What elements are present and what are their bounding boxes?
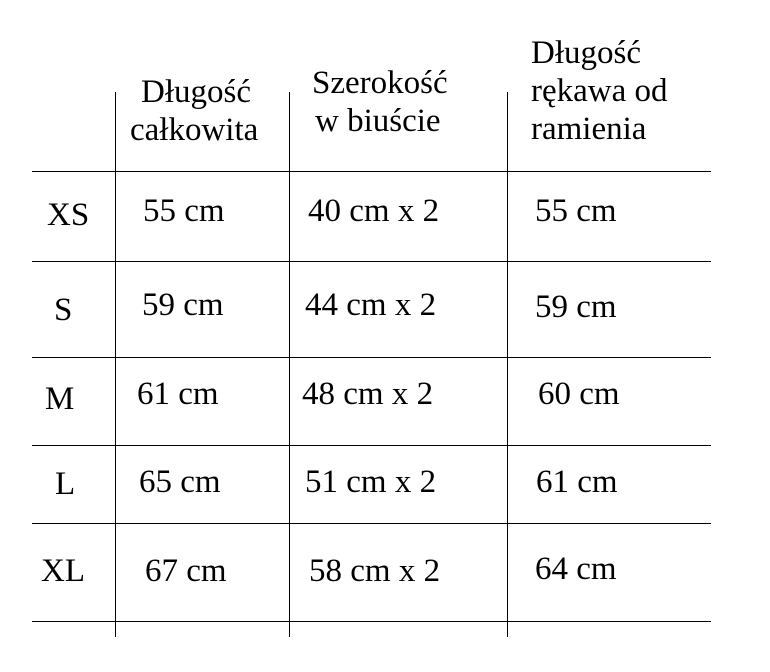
row-divider	[32, 261, 711, 262]
row-divider	[32, 357, 711, 358]
header-line: Długość	[141, 74, 251, 110]
row-divider	[32, 621, 711, 622]
column-divider	[507, 92, 508, 637]
header-line: ramienia	[531, 111, 647, 147]
sleeve-value: 59 cm	[535, 289, 617, 325]
size-label: L	[55, 466, 76, 502]
size-label: XS	[47, 197, 90, 233]
header-bust-width	[312, 64, 448, 140]
header-line: rękawa od	[531, 73, 668, 109]
length-value: 61 cm	[137, 376, 219, 412]
length-value: 59 cm	[142, 287, 224, 323]
row-divider	[32, 445, 711, 446]
length-value: 67 cm	[145, 553, 227, 589]
width-value: 51 cm x 2	[305, 464, 437, 500]
width-value: 44 cm x 2	[305, 287, 437, 323]
length-value: 55 cm	[143, 193, 225, 229]
size-label: XL	[41, 553, 85, 589]
header-line: w biuście	[315, 103, 441, 139]
width-value: 40 cm x 2	[308, 193, 440, 229]
sleeve-value: 64 cm	[535, 551, 617, 587]
header-sleeve-length	[531, 34, 668, 148]
width-value: 58 cm x 2	[309, 553, 441, 589]
size-label: M	[45, 381, 75, 417]
header-line: całkowita	[130, 112, 259, 148]
header-total-length	[130, 73, 258, 149]
sleeve-value: 60 cm	[538, 376, 620, 412]
header-line: Szerokość	[312, 65, 448, 101]
size-label: S	[54, 292, 73, 328]
row-divider	[32, 171, 711, 172]
header-line: Długość	[531, 35, 641, 71]
column-divider	[289, 92, 290, 637]
column-divider	[115, 92, 116, 637]
row-divider	[32, 523, 711, 524]
sleeve-value: 61 cm	[536, 464, 618, 500]
sleeve-value: 55 cm	[535, 193, 617, 229]
length-value: 65 cm	[139, 464, 221, 500]
width-value: 48 cm x 2	[302, 376, 434, 412]
